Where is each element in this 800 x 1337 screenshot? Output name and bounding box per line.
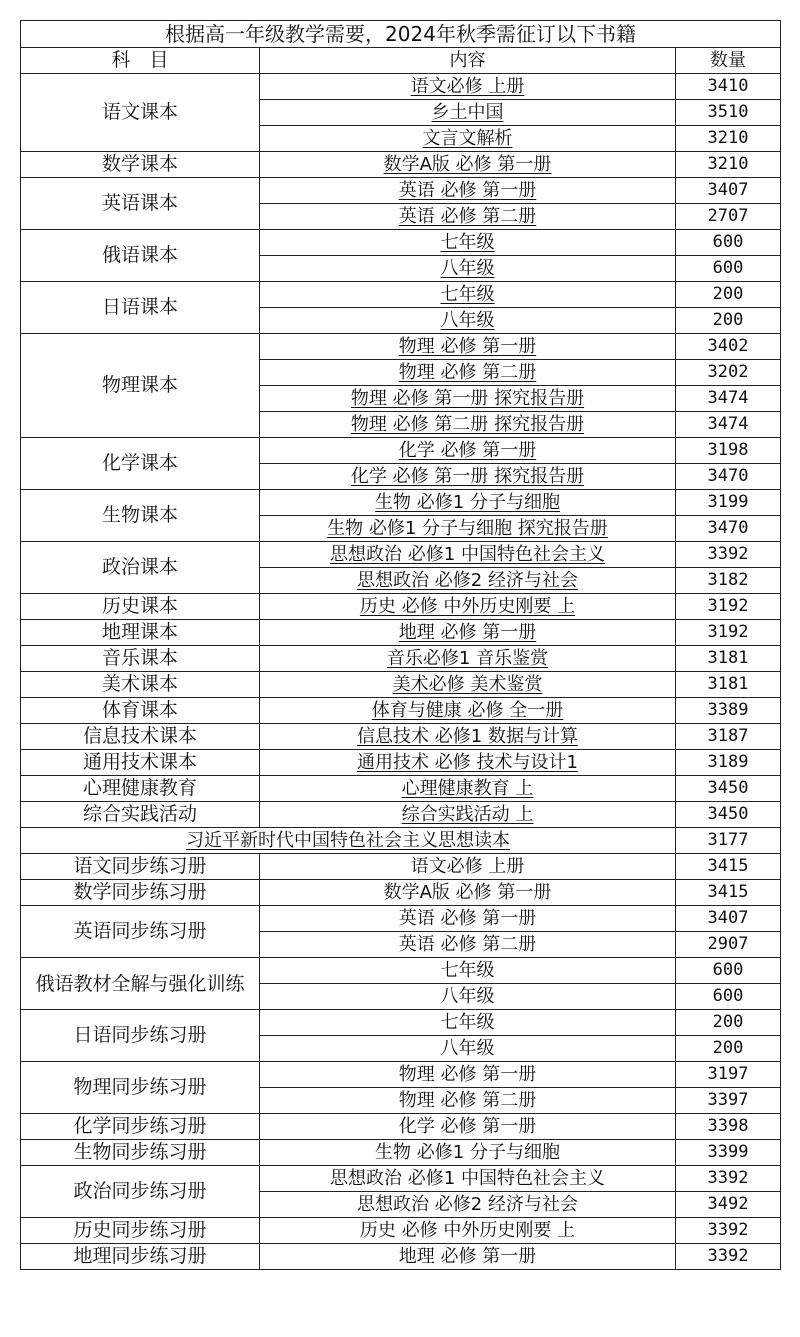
subject-cell: 语文同步练习册	[21, 854, 260, 880]
table-row	[21, 178, 781, 204]
quantity-cell: 3470	[676, 516, 781, 542]
subject-cell: 通用技术课本	[21, 750, 260, 776]
header-quantity: 数量	[676, 48, 781, 74]
content-cell: 八年级	[260, 984, 676, 1010]
content-cell: 语文必修 上册	[260, 74, 676, 100]
quantity-cell: 3181	[676, 646, 781, 672]
content-cell: 地理 必修 第一册	[260, 620, 676, 646]
subject-cell: 政治课本	[21, 542, 260, 594]
quantity-cell: 200	[676, 282, 781, 308]
content-cell: 物理 必修 第一册	[260, 1062, 676, 1088]
subject-cell: 心理健康教育	[21, 776, 260, 802]
book-order-sheet	[20, 20, 780, 1270]
table-row	[21, 1010, 781, 1036]
content-cell: 英语 必修 第二册	[260, 932, 676, 958]
table-row	[21, 594, 781, 620]
content-cell: 英语 必修 第一册	[260, 178, 676, 204]
table-row	[21, 724, 781, 750]
quantity-cell: 600	[676, 958, 781, 984]
content-cell: 音乐必修1 音乐鉴赏	[260, 646, 676, 672]
subject-cell: 英语同步练习册	[21, 906, 260, 958]
quantity-cell: 3474	[676, 386, 781, 412]
table-row	[21, 958, 781, 984]
book-order-table	[20, 20, 781, 1270]
subject-cell: 音乐课本	[21, 646, 260, 672]
quantity-cell: 3210	[676, 126, 781, 152]
quantity-cell: 3399	[676, 1140, 781, 1166]
table-row	[21, 282, 781, 308]
quantity-cell: 3410	[676, 74, 781, 100]
quantity-cell: 3392	[676, 1218, 781, 1244]
header-content: 内容	[260, 48, 676, 74]
quantity-cell: 3389	[676, 698, 781, 724]
quantity-cell: 3187	[676, 724, 781, 750]
content-cell: 生物 必修1 分子与细胞	[260, 1140, 676, 1166]
subject-cell: 地理课本	[21, 620, 260, 646]
content-cell: 七年级	[260, 958, 676, 984]
table-row	[21, 1140, 781, 1166]
content-cell: 历史 必修 中外历史刚要 上	[260, 1218, 676, 1244]
content-cell: 思想政治 必修2 经济与社会	[260, 1192, 676, 1218]
table-row	[21, 854, 781, 880]
content-cell: 体育与健康 必修 全一册	[260, 698, 676, 724]
content-cell: 心理健康教育 上	[260, 776, 676, 802]
quantity-cell: 200	[676, 1036, 781, 1062]
table-row	[21, 1218, 781, 1244]
quantity-cell: 3397	[676, 1088, 781, 1114]
table-row	[21, 542, 781, 568]
content-cell: 信息技术 必修1 数据与计算	[260, 724, 676, 750]
quantity-cell: 3189	[676, 750, 781, 776]
subject-cell: 数学同步练习册	[21, 880, 260, 906]
content-cell: 历史 必修 中外历史刚要 上	[260, 594, 676, 620]
quantity-cell: 600	[676, 984, 781, 1010]
quantity-cell: 600	[676, 230, 781, 256]
subject-cell: 信息技术课本	[21, 724, 260, 750]
content-cell: 八年级	[260, 1036, 676, 1062]
quantity-cell: 3192	[676, 620, 781, 646]
subject-cell: 英语课本	[21, 178, 260, 230]
table-row	[21, 1114, 781, 1140]
quantity-cell: 3392	[676, 542, 781, 568]
table-row	[21, 646, 781, 672]
table-row	[21, 802, 781, 828]
content-cell: 文言文解析	[260, 126, 676, 152]
table-row	[21, 776, 781, 802]
content-cell: 物理 必修 第一册	[260, 334, 676, 360]
subject-cell: 物理同步练习册	[21, 1062, 260, 1114]
table-row	[21, 1166, 781, 1192]
quantity-cell: 3182	[676, 568, 781, 594]
content-cell: 八年级	[260, 308, 676, 334]
quantity-cell: 3192	[676, 594, 781, 620]
quantity-cell: 3398	[676, 1114, 781, 1140]
quantity-cell: 3177	[676, 828, 781, 854]
quantity-cell: 3470	[676, 464, 781, 490]
quantity-cell: 3210	[676, 152, 781, 178]
content-cell: 生物 必修1 分子与细胞 探究报告册	[260, 516, 676, 542]
subject-cell: 数学课本	[21, 152, 260, 178]
quantity-cell: 3450	[676, 776, 781, 802]
subject-cell: 化学同步练习册	[21, 1114, 260, 1140]
subject-cell: 综合实践活动	[21, 802, 260, 828]
header-row	[21, 48, 781, 74]
quantity-cell: 3199	[676, 490, 781, 516]
quantity-cell: 3510	[676, 100, 781, 126]
subject-cell: 俄语教材全解与强化训练	[21, 958, 260, 1010]
content-cell: 化学 必修 第一册 探究报告册	[260, 464, 676, 490]
subject-cell: 日语同步练习册	[21, 1010, 260, 1062]
subject-cell: 体育课本	[21, 698, 260, 724]
subject-cell: 生物同步练习册	[21, 1140, 260, 1166]
content-cell: 数学A版 必修 第一册	[260, 152, 676, 178]
quantity-cell: 3198	[676, 438, 781, 464]
subject-cell: 语文课本	[21, 74, 260, 152]
table-row	[21, 828, 781, 854]
table-row	[21, 906, 781, 932]
table-row	[21, 438, 781, 464]
quantity-cell: 3492	[676, 1192, 781, 1218]
content-cell: 生物 必修1 分子与细胞	[260, 490, 676, 516]
title-row	[21, 21, 781, 48]
table-body	[21, 74, 781, 1270]
quantity-cell: 3392	[676, 1166, 781, 1192]
subject-cell: 日语课本	[21, 282, 260, 334]
content-cell: 化学 必修 第一册	[260, 438, 676, 464]
content-cell: 八年级	[260, 256, 676, 282]
table-row	[21, 74, 781, 100]
quantity-cell: 200	[676, 1010, 781, 1036]
subject-cell: 俄语课本	[21, 230, 260, 282]
content-cell: 物理 必修 第一册 探究报告册	[260, 386, 676, 412]
merged-title-cell: 习近平新时代中国特色社会主义思想读本	[21, 828, 676, 854]
subject-cell: 历史课本	[21, 594, 260, 620]
quantity-cell: 3392	[676, 1244, 781, 1270]
table-row	[21, 672, 781, 698]
content-cell: 英语 必修 第二册	[260, 204, 676, 230]
content-cell: 英语 必修 第一册	[260, 906, 676, 932]
table-row	[21, 880, 781, 906]
quantity-cell: 3415	[676, 880, 781, 906]
content-cell: 思想政治 必修1 中国特色社会主义	[260, 542, 676, 568]
table-row	[21, 490, 781, 516]
content-cell: 物理 必修 第二册	[260, 1088, 676, 1114]
table-row	[21, 620, 781, 646]
content-cell: 通用技术 必修 技术与设计1	[260, 750, 676, 776]
subject-cell: 美术课本	[21, 672, 260, 698]
quantity-cell: 3181	[676, 672, 781, 698]
content-cell: 七年级	[260, 230, 676, 256]
content-cell: 综合实践活动 上	[260, 802, 676, 828]
table-row	[21, 152, 781, 178]
table-row	[21, 334, 781, 360]
quantity-cell: 3450	[676, 802, 781, 828]
quantity-cell: 600	[676, 256, 781, 282]
content-cell: 七年级	[260, 282, 676, 308]
subject-cell: 政治同步练习册	[21, 1166, 260, 1218]
content-cell: 乡土中国	[260, 100, 676, 126]
quantity-cell: 200	[676, 308, 781, 334]
content-cell: 化学 必修 第一册	[260, 1114, 676, 1140]
table-row	[21, 1244, 781, 1270]
quantity-cell: 3402	[676, 334, 781, 360]
subject-cell: 生物课本	[21, 490, 260, 542]
quantity-cell: 3474	[676, 412, 781, 438]
content-cell: 美术必修 美术鉴赏	[260, 672, 676, 698]
table-row	[21, 1062, 781, 1088]
content-cell: 思想政治 必修2 经济与社会	[260, 568, 676, 594]
quantity-cell: 3202	[676, 360, 781, 386]
quantity-cell: 2707	[676, 204, 781, 230]
content-cell: 物理 必修 第二册 探究报告册	[260, 412, 676, 438]
quantity-cell: 3197	[676, 1062, 781, 1088]
content-cell: 七年级	[260, 1010, 676, 1036]
quantity-cell: 3407	[676, 906, 781, 932]
content-cell: 数学A版 必修 第一册	[260, 880, 676, 906]
content-cell: 物理 必修 第二册	[260, 360, 676, 386]
quantity-cell: 3415	[676, 854, 781, 880]
table-row	[21, 750, 781, 776]
sheet-title: 根据高一年级教学需要，2024年秋季需征订以下书籍	[21, 21, 781, 48]
quantity-cell: 2907	[676, 932, 781, 958]
quantity-cell: 3407	[676, 178, 781, 204]
table-row	[21, 230, 781, 256]
subject-cell: 化学课本	[21, 438, 260, 490]
header-subject: 科 目	[21, 48, 260, 74]
table-row	[21, 698, 781, 724]
content-cell: 思想政治 必修1 中国特色社会主义	[260, 1166, 676, 1192]
subject-cell: 物理课本	[21, 334, 260, 438]
subject-cell: 历史同步练习册	[21, 1218, 260, 1244]
content-cell: 语文必修 上册	[260, 854, 676, 880]
content-cell: 地理 必修 第一册	[260, 1244, 676, 1270]
subject-cell: 地理同步练习册	[21, 1244, 260, 1270]
